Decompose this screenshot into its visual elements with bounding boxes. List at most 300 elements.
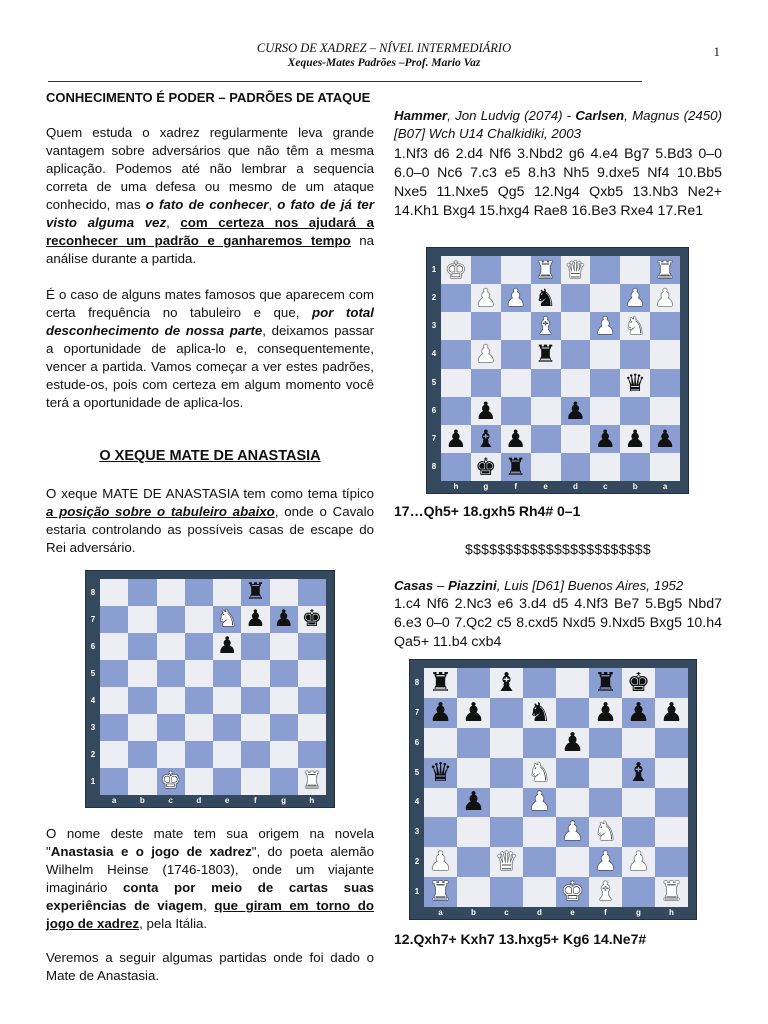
page-number: 1 <box>713 44 720 59</box>
square-c5 <box>157 660 185 687</box>
square-f7 <box>501 425 531 453</box>
square-g5 <box>622 758 655 788</box>
square-a7 <box>100 606 128 633</box>
square-f8 <box>589 668 622 698</box>
anastasia-diagram <box>86 571 334 807</box>
square-c3 <box>157 714 185 741</box>
file-label: g <box>483 482 489 491</box>
square-f4 <box>589 788 622 818</box>
square-a2 <box>650 284 680 312</box>
white-king-icon: ♚ <box>445 256 467 285</box>
square-f4 <box>241 687 269 714</box>
square-b1 <box>620 256 650 284</box>
file-label: c <box>504 908 509 917</box>
square-b5 <box>128 660 156 687</box>
white-pawn-icon: ♟ <box>428 847 453 878</box>
square-f2 <box>501 284 531 312</box>
square-b5 <box>457 758 490 788</box>
square-c1 <box>490 877 523 907</box>
file-label: a <box>662 482 668 491</box>
square-b8 <box>128 579 156 606</box>
rank-label: 5 <box>90 668 96 678</box>
square-e8 <box>213 579 241 606</box>
square-h4 <box>298 687 326 714</box>
square-g6 <box>471 397 501 425</box>
white-rook-icon: ♜ <box>534 256 557 285</box>
square-a6 <box>424 728 457 758</box>
square-g7 <box>270 606 298 633</box>
rank-label: 7 <box>431 433 437 443</box>
square-b1 <box>457 877 490 907</box>
square-c7 <box>590 425 620 453</box>
black-queen-icon: ♛ <box>428 757 453 788</box>
square-g2 <box>270 741 298 768</box>
rank-label: 4 <box>431 349 437 359</box>
square-d5 <box>561 369 591 397</box>
square-h5 <box>441 369 471 397</box>
file-label: c <box>168 796 173 805</box>
square-b7 <box>128 606 156 633</box>
black-king-icon: ♚ <box>475 452 497 481</box>
square-g3 <box>270 714 298 741</box>
rank-label: 5 <box>431 377 437 387</box>
white-knight-icon: ♞ <box>216 606 238 632</box>
board-grid <box>441 256 680 481</box>
square-g1 <box>622 877 655 907</box>
square-b2 <box>128 741 156 768</box>
square-e2 <box>213 741 241 768</box>
square-a6 <box>100 633 128 660</box>
square-g2 <box>622 847 655 877</box>
black-pawn-icon: ♟ <box>504 424 527 453</box>
square-b2 <box>457 847 490 877</box>
square-g4 <box>622 788 655 818</box>
anastasia-heading: O XEQUE MATE DE ANASTASIA <box>99 448 321 464</box>
square-h6 <box>441 397 471 425</box>
file-label: g <box>281 796 287 805</box>
square-g4 <box>471 340 501 368</box>
rank-label: 8 <box>90 587 96 597</box>
square-d3 <box>185 714 213 741</box>
square-e1 <box>213 768 241 795</box>
square-e6 <box>556 728 589 758</box>
square-g2 <box>471 284 501 312</box>
square-d7 <box>185 606 213 633</box>
square-h2 <box>655 847 688 877</box>
square-h1 <box>298 768 326 795</box>
square-f8 <box>241 579 269 606</box>
square-d1 <box>561 256 591 284</box>
square-h6 <box>298 633 326 660</box>
black-pawn-icon: ♟ <box>654 424 676 453</box>
white-pawn-icon: ♟ <box>594 312 617 341</box>
square-a3 <box>100 714 128 741</box>
square-c1 <box>157 768 185 795</box>
square-e4 <box>213 687 241 714</box>
rank-label: 6 <box>414 737 420 747</box>
black-rook-icon: ♜ <box>504 452 527 481</box>
white-king-icon: ♚ <box>560 877 585 908</box>
square-a4 <box>100 687 128 714</box>
square-a7 <box>424 698 457 728</box>
white-pawn-icon: ♟ <box>626 847 651 878</box>
square-b4 <box>457 788 490 818</box>
square-d1 <box>185 768 213 795</box>
white-pawn-icon: ♟ <box>504 284 527 313</box>
file-label: h <box>453 482 459 491</box>
square-a6 <box>650 397 680 425</box>
rank-label: 8 <box>414 677 420 687</box>
white-rook-icon: ♜ <box>301 768 323 794</box>
separator-line: $$$$$$$$$$$$$$$$$$$$$$$ <box>465 541 651 557</box>
white-queen-icon: ♛ <box>564 256 587 285</box>
square-h5 <box>655 758 688 788</box>
square-f1 <box>501 256 531 284</box>
white-knight-icon: ♞ <box>527 757 552 788</box>
square-d4 <box>561 340 591 368</box>
square-c2 <box>157 741 185 768</box>
square-g1 <box>270 768 298 795</box>
game1-header: Hammer, Jon Ludvig (2074) - Carlsen, Magnus (2450) [B07] Wch U14 Chalkidiki, 2003 <box>394 108 723 141</box>
square-b3 <box>457 817 490 847</box>
square-h4 <box>441 340 471 368</box>
square-e5 <box>531 369 561 397</box>
file-label: e <box>224 796 230 805</box>
square-d6 <box>185 633 213 660</box>
square-a8 <box>650 453 680 481</box>
white-rook-icon: ♜ <box>659 877 684 908</box>
square-g8 <box>471 453 501 481</box>
rank-label: 1 <box>414 887 420 897</box>
square-c4 <box>490 788 523 818</box>
square-h5 <box>298 660 326 687</box>
square-a1 <box>100 768 128 795</box>
square-a5 <box>100 660 128 687</box>
square-g8 <box>622 668 655 698</box>
square-d4 <box>185 687 213 714</box>
white-pawn-icon: ♟ <box>560 817 585 848</box>
white-knight-icon: ♞ <box>624 312 646 341</box>
square-f6 <box>241 633 269 660</box>
square-d1 <box>523 877 556 907</box>
file-label: b <box>471 908 476 917</box>
square-b5 <box>620 369 650 397</box>
square-d2 <box>185 741 213 768</box>
black-rook-icon: ♜ <box>593 667 618 698</box>
rank-label: 3 <box>90 722 96 732</box>
black-king-icon: ♚ <box>301 606 323 632</box>
black-pawn-icon: ♟ <box>461 787 486 818</box>
file-label: f <box>514 482 518 491</box>
origin-paragraph: O nome deste mate tem sua origem na novela "Anastasia e o jogo de xadrez", do poeta alemão Wilhelm Heinse (1746-1803), onde um viajante imaginário conta por meio de cartas suas experiências de viagem, que giram em torno do jogo de xadrez, pela Itália. <box>46 826 374 931</box>
square-f4 <box>501 340 531 368</box>
square-d6 <box>561 397 591 425</box>
square-e7 <box>531 425 561 453</box>
black-pawn-icon: ♟ <box>624 424 646 453</box>
square-f6 <box>501 397 531 425</box>
square-e4 <box>531 340 561 368</box>
square-g7 <box>622 698 655 728</box>
square-a4 <box>424 788 457 818</box>
square-c3 <box>490 817 523 847</box>
square-b3 <box>620 312 650 340</box>
rank-label: 7 <box>90 614 96 624</box>
white-pawn-icon: ♟ <box>527 787 552 818</box>
black-pawn-icon: ♟ <box>594 424 617 453</box>
black-pawn-icon: ♟ <box>475 396 497 425</box>
rank-label: 2 <box>414 857 420 867</box>
square-e8 <box>531 453 561 481</box>
game2-diagram <box>410 660 696 919</box>
square-h2 <box>441 284 471 312</box>
square-f1 <box>589 877 622 907</box>
square-g5 <box>471 369 501 397</box>
intro-paragraph: Quem estuda o xadrez regularmente leva grande vantagem sobre adversários que não têm a mesma aplicação. Podemos até não lembrar a sequencia correta de uma defesa ou mesmo de um ataque conhecido, mas o fato de conhecer, o fato de já ter visto alguma vez, com certeza nos ajudará a reconhecer um padrão e ganharemos tempo na análise durante a partida. <box>46 125 374 266</box>
file-label: f <box>604 908 607 917</box>
square-h7 <box>655 698 688 728</box>
square-f5 <box>241 660 269 687</box>
square-f1 <box>241 768 269 795</box>
black-pawn-icon: ♟ <box>560 727 585 758</box>
square-a3 <box>424 817 457 847</box>
square-e6 <box>213 633 241 660</box>
rank-label: 4 <box>414 797 420 807</box>
rank-label: 1 <box>90 776 96 786</box>
square-f3 <box>501 312 531 340</box>
black-knight-icon: ♞ <box>534 284 557 313</box>
square-h6 <box>655 728 688 758</box>
square-h1 <box>441 256 471 284</box>
square-d2 <box>523 847 556 877</box>
black-pawn-icon: ♟ <box>564 396 587 425</box>
square-d8 <box>523 668 556 698</box>
square-h4 <box>655 788 688 818</box>
rank-label: 4 <box>90 695 96 705</box>
square-b8 <box>457 668 490 698</box>
square-h3 <box>655 817 688 847</box>
square-b2 <box>620 284 650 312</box>
square-b6 <box>620 397 650 425</box>
square-f3 <box>241 714 269 741</box>
square-d6 <box>523 728 556 758</box>
square-a5 <box>424 758 457 788</box>
square-a1 <box>650 256 680 284</box>
square-c1 <box>590 256 620 284</box>
square-d4 <box>523 788 556 818</box>
square-f6 <box>589 728 622 758</box>
white-pawn-icon: ♟ <box>475 284 497 313</box>
square-h8 <box>298 579 326 606</box>
black-rook-icon: ♜ <box>428 667 453 698</box>
black-pawn-icon: ♟ <box>428 697 453 728</box>
square-a8 <box>424 668 457 698</box>
white-king-icon: ♚ <box>160 768 181 794</box>
square-e3 <box>213 714 241 741</box>
white-pawn-icon: ♟ <box>593 847 618 878</box>
file-label: d <box>537 908 542 917</box>
header-rule <box>48 81 642 82</box>
square-e8 <box>556 668 589 698</box>
file-label: g <box>636 908 641 917</box>
square-b3 <box>128 714 156 741</box>
square-h1 <box>655 877 688 907</box>
file-label: e <box>543 482 548 491</box>
square-c6 <box>157 633 185 660</box>
board-grid <box>424 668 688 907</box>
game2-moves: 1.c4 Nf6 2.Nc3 e6 3.d4 d5 4.Nf3 Be7 5.Bg5 Nbd7 6.e3 0–0 7.Qc2 c5 8.cxd5 Nxd5 9.Nxd5 Bxg5 10.h4 Qa5+ 11.b4 cxb4 <box>394 596 722 650</box>
square-e4 <box>556 788 589 818</box>
rank-label: 1 <box>431 265 437 275</box>
game1-moves: 1.Nf3 d6 2.d4 Nf6 3.Nbd2 g6 4.e4 Bg7 5.Bd3 0–0 6.0–0 Nc6 7.c3 e5 8.h3 Nh5 9.dxe5 Nf4 10.Bb5 Nxe5 11.Nxe5 Qg5 12.Ng4 Qxb5 13.Nb3 Ne2+ 14.Kh1 Bxg4 15.hxg4 Rae8 16.Be3 Rxe4 17.Re1 <box>394 146 722 219</box>
square-a2 <box>100 741 128 768</box>
black-rook-icon: ♜ <box>534 340 557 369</box>
square-g4 <box>270 687 298 714</box>
file-label: h <box>669 908 674 917</box>
square-g7 <box>471 425 501 453</box>
square-h8 <box>655 668 688 698</box>
square-e1 <box>556 877 589 907</box>
rank-label: 3 <box>431 321 437 331</box>
square-e2 <box>531 284 561 312</box>
square-e6 <box>531 397 561 425</box>
white-pawn-icon: ♟ <box>654 284 676 313</box>
square-f7 <box>241 606 269 633</box>
square-g3 <box>622 817 655 847</box>
square-c4 <box>157 687 185 714</box>
black-pawn-icon: ♟ <box>593 697 618 728</box>
square-b8 <box>620 453 650 481</box>
square-c5 <box>490 758 523 788</box>
square-b7 <box>620 425 650 453</box>
square-h8 <box>441 453 471 481</box>
white-bishop-icon: ♝ <box>593 877 618 908</box>
square-d2 <box>561 284 591 312</box>
file-label: h <box>309 796 315 805</box>
game1-diagram <box>427 248 688 493</box>
square-f3 <box>589 817 622 847</box>
square-f5 <box>501 369 531 397</box>
black-bishop-icon: ♝ <box>626 757 651 788</box>
black-pawn-icon: ♟ <box>216 633 238 659</box>
square-g1 <box>471 256 501 284</box>
square-c7 <box>490 698 523 728</box>
file-label: b <box>139 796 145 805</box>
white-pawn-icon: ♟ <box>475 340 497 369</box>
square-e1 <box>531 256 561 284</box>
square-b4 <box>620 340 650 368</box>
square-c6 <box>590 397 620 425</box>
square-d5 <box>185 660 213 687</box>
square-a3 <box>650 312 680 340</box>
rank-label: 7 <box>414 707 420 717</box>
white-bishop-icon: ♝ <box>534 312 557 341</box>
square-f2 <box>589 847 622 877</box>
game2-result: 12.Qxh7+ Kxh7 13.hxg5+ Kg6 14.Ne7# <box>394 931 647 947</box>
rank-label: 8 <box>431 461 437 471</box>
board-grid <box>100 579 326 795</box>
square-c8 <box>490 668 523 698</box>
square-c7 <box>157 606 185 633</box>
black-bishop-icon: ♝ <box>494 667 519 698</box>
square-c4 <box>590 340 620 368</box>
square-a2 <box>424 847 457 877</box>
black-queen-icon: ♛ <box>624 368 646 397</box>
square-a4 <box>650 340 680 368</box>
game1-result: 17…Qh5+ 18.gxh5 Rh4# 0–1 <box>394 503 581 519</box>
anastasia-theme-paragraph: O xeque MATE DE ANASTASIA tem como tema típico a posição sobre o tabuleiro abaixo, onde o Cavalo estaria controlando as possíveis casas de escape do Rei adversário. <box>46 486 374 555</box>
square-d7 <box>523 698 556 728</box>
square-c6 <box>490 728 523 758</box>
square-f2 <box>241 741 269 768</box>
square-e7 <box>556 698 589 728</box>
square-d7 <box>561 425 591 453</box>
course-subtitle: Xeques-Mates Padrões –Prof. Mario Vaz <box>287 57 481 69</box>
square-d5 <box>523 758 556 788</box>
file-label: c <box>603 482 608 491</box>
square-g6 <box>270 633 298 660</box>
square-g6 <box>622 728 655 758</box>
black-pawn-icon: ♟ <box>273 606 294 632</box>
square-b7 <box>457 698 490 728</box>
black-rook-icon: ♜ <box>245 579 266 605</box>
black-pawn-icon: ♟ <box>461 697 486 728</box>
white-rook-icon: ♜ <box>654 256 676 285</box>
square-f7 <box>589 698 622 728</box>
square-b4 <box>128 687 156 714</box>
white-pawn-icon: ♟ <box>624 284 646 313</box>
square-e2 <box>556 847 589 877</box>
square-h7 <box>298 606 326 633</box>
square-b1 <box>128 768 156 795</box>
square-d8 <box>185 579 213 606</box>
black-pawn-icon: ♟ <box>445 424 467 453</box>
square-a7 <box>650 425 680 453</box>
game2-header: Casas – Piazzini, Luis [D61] Buenos Aires, 1952 <box>394 578 684 593</box>
square-h3 <box>441 312 471 340</box>
square-g5 <box>270 660 298 687</box>
file-label: a <box>111 796 117 805</box>
square-c8 <box>590 453 620 481</box>
square-h3 <box>298 714 326 741</box>
black-bishop-icon: ♝ <box>475 424 497 453</box>
white-queen-icon: ♛ <box>494 847 519 878</box>
square-c5 <box>590 369 620 397</box>
file-label: e <box>570 908 575 917</box>
square-g3 <box>471 312 501 340</box>
square-d3 <box>523 817 556 847</box>
file-label: d <box>196 796 202 805</box>
square-a1 <box>424 877 457 907</box>
file-label: f <box>254 796 257 805</box>
square-a8 <box>100 579 128 606</box>
black-pawn-icon: ♟ <box>659 697 684 728</box>
square-a5 <box>650 369 680 397</box>
square-f8 <box>501 453 531 481</box>
black-pawn-icon: ♟ <box>245 606 266 632</box>
file-label: b <box>632 482 638 491</box>
file-label: d <box>572 482 578 491</box>
file-label: a <box>438 908 443 917</box>
square-c8 <box>157 579 185 606</box>
course-title: CURSO DE XADREZ – NÍVEL INTERMEDIÁRIO <box>256 41 512 55</box>
rank-label: 6 <box>90 641 96 651</box>
black-king-icon: ♚ <box>626 667 651 698</box>
white-rook-icon: ♜ <box>428 877 453 908</box>
black-knight-icon: ♞ <box>527 697 552 728</box>
rank-label: 3 <box>414 827 420 837</box>
square-c3 <box>590 312 620 340</box>
square-h7 <box>441 425 471 453</box>
